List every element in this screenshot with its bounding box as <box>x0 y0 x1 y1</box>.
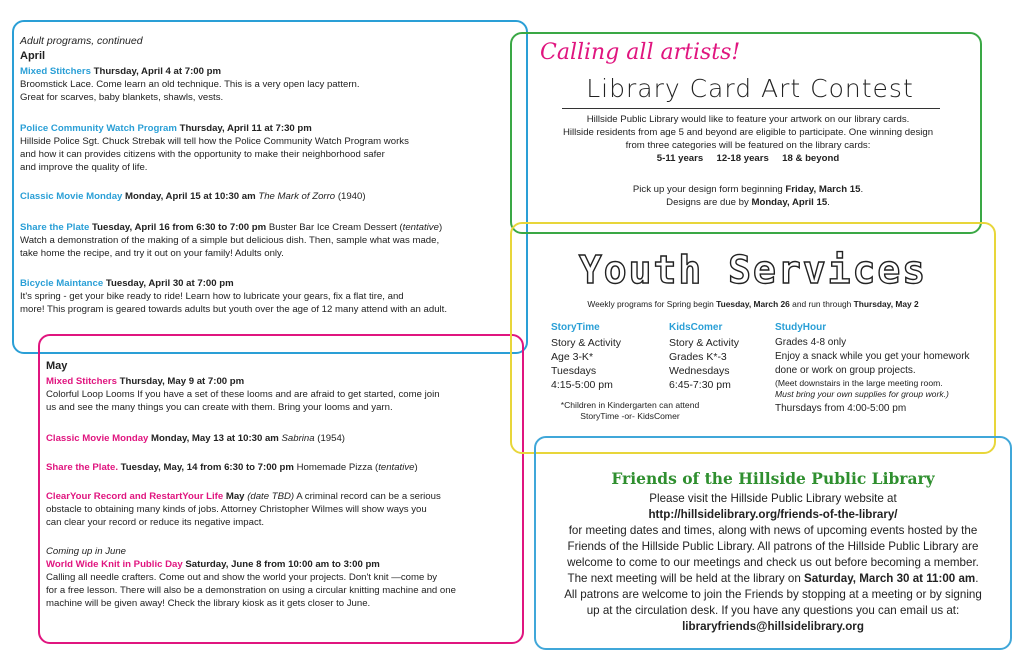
event-desc: Colorful Loop Looms If you have a set of these looms and are afraid to get started, come join <box>46 389 440 400</box>
event-title: Classic Movie Monday <box>20 191 123 202</box>
contest-text: Hillside residents from age 5 and beyond are eligible to participate. One winning design <box>562 127 934 138</box>
weekly-text: Weekly programs for Spring begin <box>587 299 717 309</box>
calling-artists-heading: Calling all artists! <box>540 40 741 65</box>
friends-text: Please visit the Hillside Public Library website at <box>649 492 897 505</box>
event-desc: Great for scarves, baby blankets, shawls, vests. <box>20 92 224 103</box>
event-classic-movie-april <box>20 191 366 204</box>
program-detail: (Meet downstairs in the large meeting room. <box>775 378 943 388</box>
may-heading: May <box>46 360 68 372</box>
program-detail: Story & Activity <box>669 337 740 349</box>
date-tbd: (date TBD) <box>247 491 295 502</box>
program-detail: Age 3-K* <box>551 351 594 363</box>
event-desc: It's spring - get your bike ready to ride! Learn how to lubricate your gears, fix a flat tire, and <box>20 291 404 302</box>
storytime-label: StoryTime <box>551 322 600 333</box>
event-title: Mixed Stitchers <box>20 66 91 77</box>
paren-close: ) <box>438 222 443 233</box>
contest-categories: 5-11 years 12-18 years 18 & beyond <box>656 153 840 164</box>
film-year: (1940) <box>337 191 366 202</box>
program-detail: 6:45-7:30 pm <box>669 379 731 391</box>
continued-note: Adult programs, continued <box>20 35 143 47</box>
kindergarten-note: StoryTime -or- KidsComer <box>580 411 680 421</box>
event-time: Tuesday, May, 14 from 6:30 to 7:00 pm <box>120 462 294 473</box>
pickup-text: Pick up your design form beginning <box>632 184 786 195</box>
program-detail: Thursdays from 4:00-5:00 pm <box>775 403 907 414</box>
coming-up-note: Coming up in June <box>46 546 126 557</box>
april-heading: April <box>20 50 46 62</box>
event-knit-in-public <box>46 559 380 572</box>
event-share-plate-may <box>46 462 418 475</box>
event-desc: machine will be given away! Check the library kiosk as it gets closer to June. <box>46 598 371 609</box>
event-title: Mixed Stitchers <box>46 376 117 387</box>
event-desc: A criminal record can be a serious <box>296 491 441 502</box>
start-date: Tuesday, March 26 <box>716 299 790 309</box>
event-share-plate-april <box>20 222 442 235</box>
event-time: Tuesday, April 16 from 6:30 to 7:00 pm <box>92 222 267 233</box>
contest-title: Library Card Art Contest <box>586 74 914 103</box>
event-dish: Buster Bar Ice Cream Dessert ( <box>268 222 403 233</box>
event-police-watch <box>20 123 312 136</box>
film-title: The Mark of Zorro <box>258 191 336 202</box>
friends-text: The next meeting will be held at the library on <box>567 572 805 585</box>
event-desc: us and see the many things you can create with them. Bring your looms and yarn. <box>46 402 393 413</box>
event-time: Monday, May 13 at 10:30 am <box>151 433 279 444</box>
studyhour-label: StudyHour <box>775 322 827 333</box>
program-detail: Grades 4-8 only <box>775 337 847 348</box>
program-detail: Story & Activity <box>551 337 622 349</box>
event-desc: and how it can provides citizens with the opportunity to make their neighborhood safer <box>20 149 385 160</box>
event-title: Bicycle Maintance <box>20 278 104 289</box>
pickup-line: Pick up your design form beginning Friday, March 15. <box>632 184 864 195</box>
event-time: May <box>225 491 245 502</box>
event-desc: and improve the quality of life. <box>20 162 148 173</box>
event-desc: Broomstick Lace. Come learn an old technique. This is a very open lacy pattern. <box>20 79 360 90</box>
friends-title: Friends of the Hillside Public Library <box>611 469 935 488</box>
program-detail: Grades K*-3 <box>669 351 727 363</box>
event-bicycle <box>20 278 234 291</box>
event-desc: for a free lesson. There will also be a demonstration on using a circular knitting machine and one <box>46 585 456 596</box>
film-title: Sabrina <box>281 433 315 444</box>
friends-text: for meeting dates and times, along with news of upcoming events hosted by the <box>568 524 978 537</box>
event-time: Thursday, May 9 at 7:00 pm <box>119 376 245 387</box>
event-time: Thursday, April 4 at 7:00 pm <box>93 66 222 77</box>
event-desc: more! This program is geared towards adults but youth over the age of 12 many attend with an adult. <box>20 304 447 315</box>
event-title: Share the Plate. <box>46 462 118 473</box>
meeting-date: Saturday, March 30 at 11:00 am <box>804 572 976 585</box>
friends-text: All patrons are welcome to join the Friends by stopping at a meeting or by signing <box>564 588 982 601</box>
contest-text: Hillside Public Library would like to feature your artwork on our library cards. <box>586 114 910 125</box>
event-title: ClearYour Record and RestartYour Life <box>46 491 224 502</box>
program-detail: 4:15-5:00 pm <box>551 379 613 391</box>
event-desc: obstacle to obtaining many kinds of jobs. Attorney Christopher Wilmes will show ways you <box>46 504 427 515</box>
weekly-mid: and run through <box>789 299 854 309</box>
friends-text: welcome to come to our meetings and check us out before becoming a member. <box>567 556 979 569</box>
pickup-date: Friday, March 15 <box>785 184 861 195</box>
event-desc: Calling all needle crafters. Come out and show the world your projects. Don't knit —come by <box>46 572 438 583</box>
program-detail: done or work on group projects. <box>775 365 916 376</box>
due-line: Designs are due by Monday, April 15. <box>666 197 830 208</box>
title-underline <box>562 108 940 109</box>
event-time: Monday, April 15 at 10:30 am <box>125 191 256 202</box>
program-detail: Enjoy a snack while you get your homework <box>775 351 970 362</box>
event-desc: Hillside Police Sgt. Chuck Strebak will tell how the Police Community Watch Program works <box>20 136 409 147</box>
event-title: Classic Movie Monday <box>46 433 149 444</box>
event-time: Thursday, April 11 at 7:30 pm <box>179 123 312 134</box>
friends-email[interactable]: libraryfriends@hillsidelibrary.org <box>682 620 864 633</box>
event-dish: Homemade Pizza ( <box>296 462 379 473</box>
event-time: Saturday, June 8 from 10:00 am to 3:00 pm <box>185 559 380 570</box>
event-title: World Wide Knit in Public Day <box>46 559 183 570</box>
program-detail: Tuesdays <box>551 365 597 377</box>
contest-text: from three categories will be featured on the library cards: <box>625 140 871 151</box>
event-mixed-stitchers-april <box>20 66 221 79</box>
tentative-note: tentative <box>402 222 439 233</box>
kidscorner-label: KidsComer <box>669 322 723 333</box>
next-meeting-line: The next meeting will be held at the library on Saturday, March 30 at 11:00 am. <box>567 572 979 585</box>
event-time: Tuesday, April 30 at 7:00 pm <box>105 278 234 289</box>
event-mixed-stitchers-may <box>46 376 244 389</box>
film-year: (1954) <box>317 433 345 444</box>
event-desc: Watch a demonstration of the making of a simple but delicious dish. Then, sample what was made, <box>20 235 440 246</box>
due-text: Designs are due by <box>666 197 752 208</box>
event-clear-record <box>46 491 441 504</box>
kindergarten-note: *Children in Kindergarten can attend <box>560 400 700 410</box>
friends-text: up at the circulation desk. If you have any questions you can email us at: <box>586 604 960 617</box>
event-title: Police Community Watch Program <box>20 123 177 134</box>
due-date: Monday, April 15 <box>751 197 828 208</box>
friends-text: Friends of the Hillside Public Library. All patrons of the Hillside Public Library are <box>567 540 979 553</box>
event-title: Share the Plate <box>20 222 90 233</box>
program-detail: Wednesdays <box>669 365 730 377</box>
weekly-programs-line <box>520 298 986 311</box>
friends-url[interactable]: http://hillsidelibrary.org/friends-of-the-library/ <box>648 508 898 521</box>
youth-services-title: Youth Services <box>578 248 928 292</box>
event-classic-movie-may <box>46 433 345 446</box>
paren-close: ) <box>414 462 418 473</box>
event-desc: can clear your record or reduce its negative impact. <box>46 517 265 528</box>
program-detail: Must bring your own supplies for group work.) <box>775 389 949 399</box>
event-desc: take home the recipe, and try it out on your family! Adults only. <box>20 248 284 259</box>
tentative-note: tentative <box>378 462 415 473</box>
end-date: Thursday, May 2 <box>853 299 919 309</box>
